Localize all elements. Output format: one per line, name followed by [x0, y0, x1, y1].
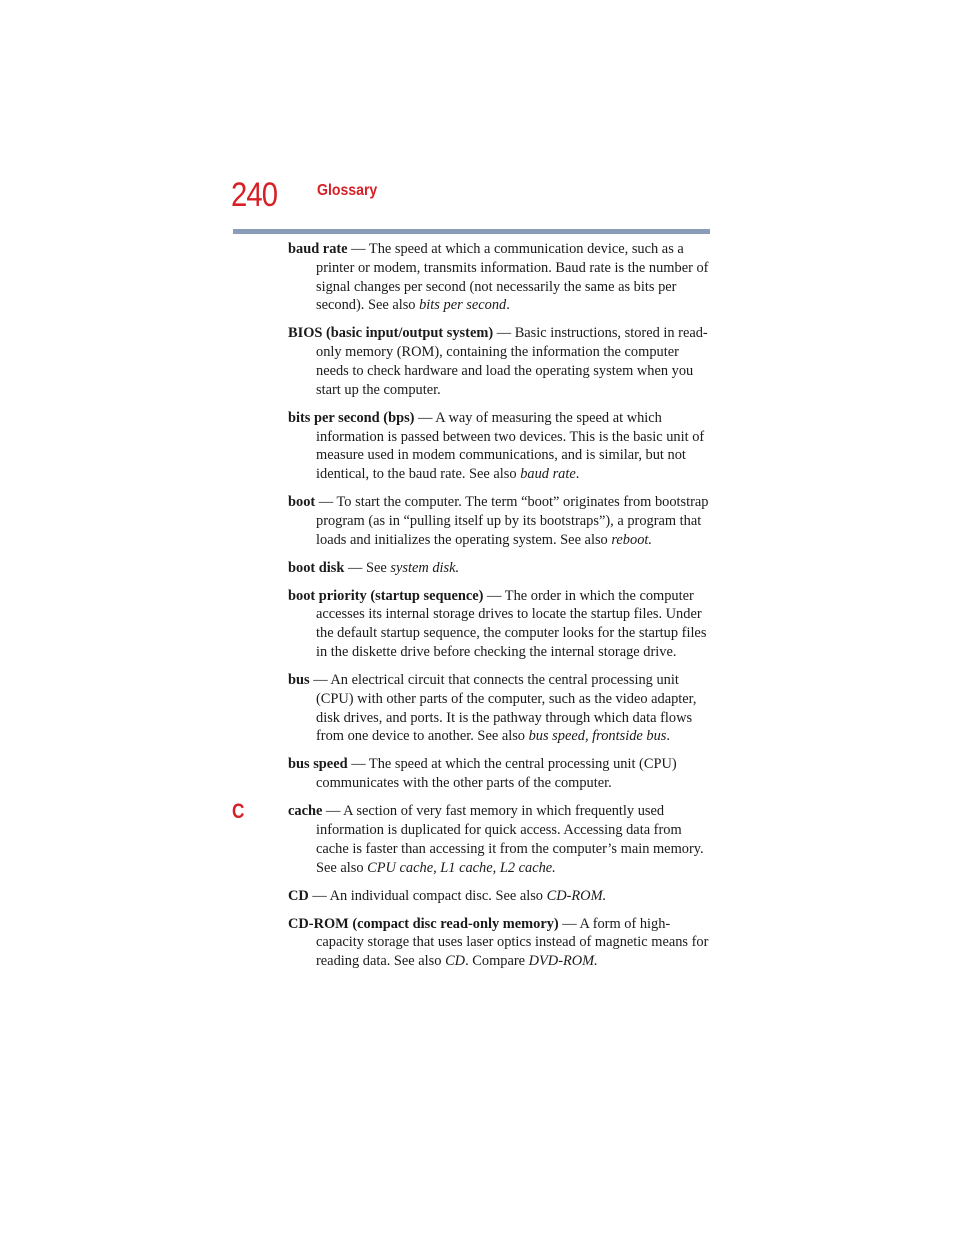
letter-index-marker: C [232, 800, 245, 823]
entry-term: boot [288, 494, 316, 511]
entry-definition: — A way of measuring the speed at which information is passed between two devices. This is the basic unit of measure used in modem communications, and is similar, but not identical, to the baud rate. See also [316, 409, 705, 483]
glossary-entry [288, 409, 712, 484]
entry-tail: . [575, 466, 580, 483]
entry-see-also: system disk. [390, 559, 460, 576]
glossary-entry [288, 887, 712, 906]
glossary-entry [288, 493, 712, 549]
entry-middle: . Compare [465, 953, 529, 970]
glossary-entry [288, 240, 712, 315]
glossary-entry [288, 671, 712, 746]
glossary-entries [288, 240, 712, 980]
header-rule [233, 229, 710, 234]
section-title: Glossary [317, 182, 378, 199]
entry-term: bus speed [288, 756, 348, 773]
entry-term: boot priority (startup sequence) [288, 587, 484, 604]
entry-see-also: CD [445, 953, 466, 970]
entry-term: boot disk [288, 559, 345, 576]
glossary-entry [288, 915, 712, 971]
entry-definition: — A section of very fast memory in which frequently used information is duplicated for quick access. Accessing data from cache is faster than accessing it from the computer’s main memory. See also [316, 803, 704, 876]
entry-tail: . [506, 297, 510, 314]
entry-tail: . [666, 728, 670, 745]
glossary-entry [288, 324, 712, 399]
entry-definition: — To start the computer. The term “boot” originates from bootstrap program (as in “pulling itself up by its bootstraps”), a program that loads and initializes the operating system. See also [315, 494, 709, 548]
glossary-entry [288, 559, 712, 578]
entry-term: cache [288, 803, 323, 820]
entry-compare: DVD-ROM. [528, 953, 598, 970]
entry-definition: — A form of high-capacity storage that uses laser optics instead of magnetic means for reading data. See also [316, 915, 709, 970]
glossary-entry [288, 587, 712, 662]
entry-definition: — The order in which the computer accesses its internal storage drives to locate the startup files. Under the default startup sequence, the computer looks for the startup files in the diskette drive before checking the internal storage drive. [316, 587, 707, 661]
entry-definition: — The speed at which the central processing unit (CPU) communicates with the other parts of the computer. [316, 756, 677, 792]
entry-term: CD-ROM (compact disc read-only memory) [288, 915, 559, 932]
glossary-entry [288, 755, 712, 793]
entry-definition: — See [344, 559, 391, 576]
entry-see-also: bus speed, frontside bus [528, 728, 667, 745]
entry-definition: — The speed at which a communication device, such as a printer or modem, transmits information. Baud rate is the number of signal changes per second (not necessarily the same as bits per second). See also [316, 241, 709, 314]
entry-definition: — An individual compact disc. See also [308, 887, 547, 904]
page-number: 240 [231, 176, 278, 214]
entry-see-also: CD-ROM. [546, 887, 607, 904]
entry-definition: — An electrical circuit that connects the central processing unit (CPU) with other parts of the computer, such as the video adapter, disk drives, and ports. It is the pathway through which data flows from one device to another. See also [309, 672, 697, 745]
entry-term: baud rate [288, 241, 348, 257]
entry-term: CD [288, 887, 309, 904]
entry-term: bits per second (bps) [288, 409, 415, 426]
entry-see-also: reboot. [611, 531, 652, 548]
entry-term: bus [288, 672, 310, 689]
glossary-entry [288, 802, 712, 877]
entry-definition: — Basic instructions, stored in read-only memory (ROM), containing the information the computer needs to check hardware and load the operating system when you start up the computer. [316, 325, 708, 398]
entry-term: BIOS (basic input/output system) [288, 325, 494, 342]
entry-see-also: CPU cache, L1 cache, L2 cache. [367, 859, 556, 876]
entry-see-also: bits per second [419, 297, 507, 314]
entry-see-also: baud rate [520, 466, 576, 483]
